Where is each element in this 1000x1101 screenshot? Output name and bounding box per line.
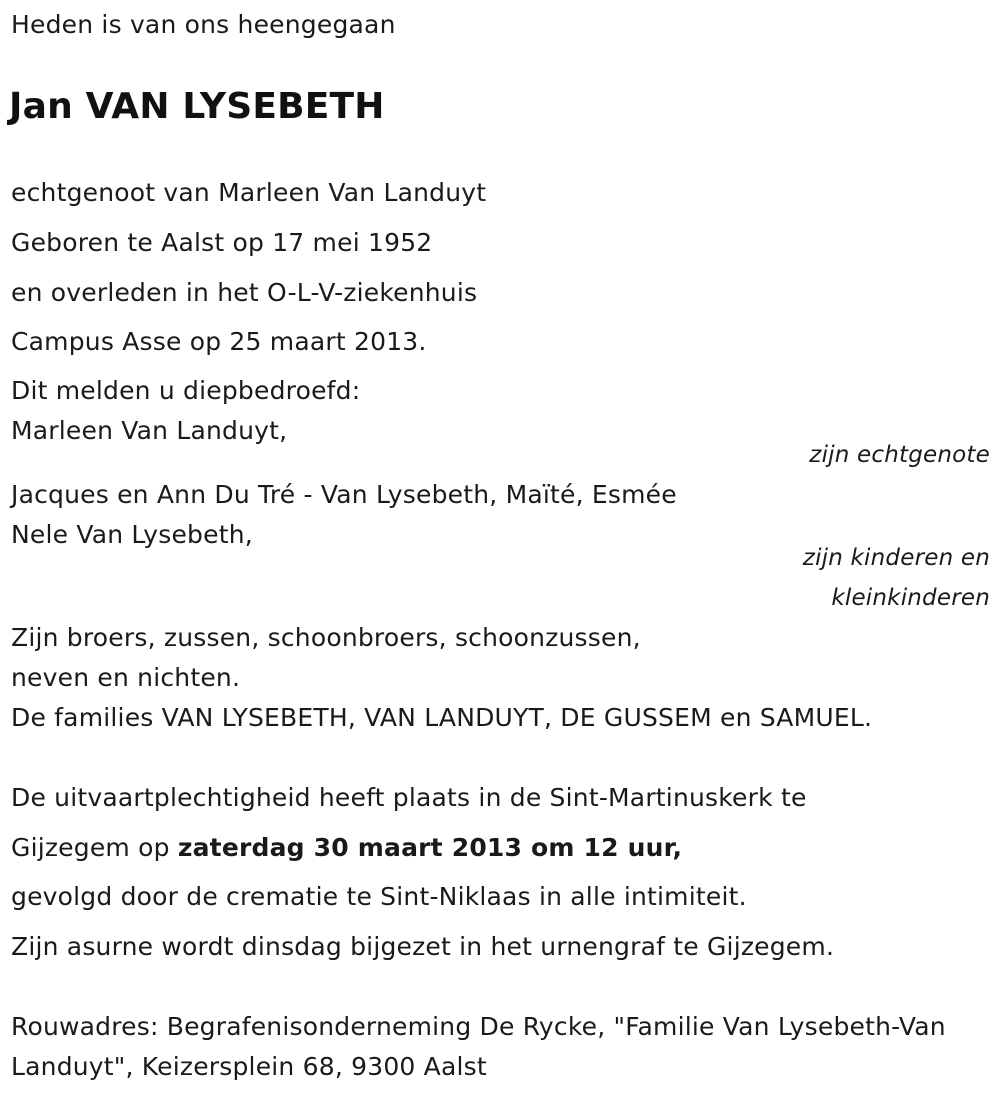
announcement-intro: Heden is van ons heengegaan: [11, 10, 396, 39]
mourner-children-role-2: kleinkinderen: [831, 585, 990, 611]
funeral-line-3: gevolgd door de crematie te Sint-Niklaas in alle intimiteit.: [11, 882, 747, 911]
mourner-children-line-1: Jacques en Ann Du Tré - Van Lysebeth, Maïté, Esmée: [11, 480, 677, 509]
funeral-date-time: zaterdag 30 maart 2013 om 12 uur,: [177, 833, 683, 862]
family-line-3: De families VAN LYSEBETH, VAN LANDUYT, DE GUSSEM en SAMUEL.: [11, 703, 873, 732]
address-line-2: Landuyt", Keizersplein 68, 9300 Aalst: [11, 1052, 487, 1081]
mourners-intro: Dit melden u diepbedroefd:: [11, 376, 361, 405]
mourner-children-line-2: Nele Van Lysebeth,: [11, 520, 253, 549]
mourner-spouse-role: zijn echtgenote: [809, 442, 990, 468]
mourner-spouse-name: Marleen Van Landuyt,: [11, 416, 288, 445]
death-line-2: Campus Asse op 25 maart 2013.: [11, 327, 427, 356]
address-line-1: Rouwadres: Begrafenisonderneming De Rycke, "Familie Van Lysebeth-Van: [11, 1012, 946, 1041]
deceased-name: Jan VAN LYSEBETH: [9, 86, 385, 127]
spouse-line: echtgenoot van Marleen Van Landuyt: [11, 178, 487, 207]
death-line-1: en overleden in het O-L-V-ziekenhuis: [11, 278, 478, 307]
funeral-line-2-prefix: Gijzegem op: [11, 833, 178, 862]
mourner-children-role-1: zijn kinderen en: [802, 545, 990, 571]
funeral-line-1: De uitvaartplechtigheid heeft plaats in de Sint-Martinuskerk te: [11, 783, 807, 812]
funeral-line-4: Zijn asurne wordt dinsdag bijgezet in het urnengraf te Gijzegem.: [11, 932, 835, 961]
family-line-2: neven en nichten.: [11, 663, 241, 692]
family-line-1: Zijn broers, zussen, schoonbroers, schoonzussen,: [11, 623, 641, 652]
funeral-line-2: [11, 833, 682, 863]
birth-line: Geboren te Aalst op 17 mei 1952: [11, 228, 433, 257]
